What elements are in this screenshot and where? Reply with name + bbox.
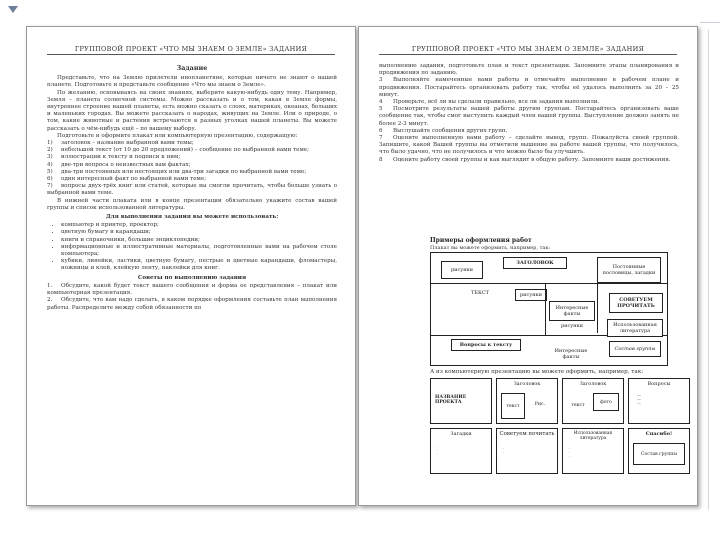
list-item: • книги и справочники, большие энциклопедии; bbox=[61, 237, 337, 244]
slide bbox=[562, 378, 624, 424]
questions-box: Вопросы к тексту bbox=[451, 339, 521, 351]
slide-photo: фото bbox=[593, 393, 619, 411]
steps-intro: выполнению задания, подготовьте план и текст презентации. Запомните этапы планирования и продвижения по заданию. bbox=[379, 63, 679, 77]
pictures-box-3: рисунки bbox=[555, 321, 589, 331]
list-item: 1. Обсудите, какой будет текст вашего сообщения и форма ее представления – плакат или компьютерная презентация. bbox=[47, 282, 337, 297]
right-page-header: ГРУППОВОЙ ПРОЕКТ «ЧТО МЫ ЗНАЕМ О ЗЕМЛЕ» ЗАДАНИЯ bbox=[379, 45, 677, 55]
left-page-content bbox=[47, 63, 337, 495]
slide-picture: Рис. bbox=[534, 401, 546, 407]
placeholder-lines: · · · bbox=[437, 444, 439, 457]
left-page-header: ГРУППОВОЙ ПРОЕКТ «ЧТО МЫ ЗНАЕМ О ЗЕМЛЕ» ЗАДАНИЯ bbox=[47, 45, 335, 55]
slide bbox=[496, 378, 558, 424]
slide bbox=[430, 378, 492, 424]
task-paragraph-1: Представьте, что на Землю прилетели инопланетяне, которые ничего не знают о нашей планете. Подготовьте и представьте сообщение «Что мы знаем о Земле». bbox=[47, 75, 337, 89]
slide-title: Загадки bbox=[450, 431, 472, 437]
list-item: 6) один интересный факт по выбранной вами теме; bbox=[47, 176, 207, 183]
list-item: 4) две-три вопроса о неизвестных вам фактах; bbox=[47, 161, 191, 168]
steps-list bbox=[379, 77, 679, 163]
slide bbox=[496, 428, 558, 474]
slides-row-1 bbox=[430, 378, 688, 422]
slide-title: Вопросы bbox=[647, 381, 671, 387]
placeholder-lines: · · bbox=[503, 446, 505, 455]
slide-title: Советуем почитать bbox=[499, 431, 555, 437]
constants-box: Постоянные пословицы, загадки bbox=[597, 257, 661, 283]
divider bbox=[545, 283, 546, 335]
tips-heading: Советы по выполнению задания bbox=[137, 274, 247, 281]
task-paragraph-4: В нижней части плаката или в конце презентации обязательно укажите состав вашей группы и список использованной литературы. bbox=[47, 197, 337, 211]
pictures-box-1: рисунки bbox=[441, 261, 483, 279]
divider bbox=[431, 283, 667, 284]
examples-title: Примеры оформления работ bbox=[430, 237, 532, 244]
divider bbox=[597, 283, 598, 333]
list-item: • кубики, линейки, ластики, цветную бумагу, пестрые и цветные карандаши, фломастеры, ножницы и клей, клейкую ленту, наклейки для книг. bbox=[61, 258, 337, 272]
task-paragraph-3: Подготовьте и оформите плакат или компьютерную презентацию, содержащую: bbox=[57, 132, 298, 139]
list-item: 5) два-три постоянных или нестоящих или два-три загадки по выбранной вами теме; bbox=[47, 168, 307, 175]
list-item: • компьютер и принтер, проектор; bbox=[61, 222, 337, 229]
placeholder-lines: · · · bbox=[569, 446, 571, 459]
slide-group: Состав группы bbox=[633, 443, 685, 465]
list-item: 8 Оцените работу своей группы и как выглядит в общую работу. Запомните ваши достижения. bbox=[379, 156, 671, 163]
tools-heading: Для выполнения задания вы можете использовать: bbox=[105, 214, 279, 221]
list-item: 2) небольшой текст (от 10 до 20 предложений) – сообщение по выбранной вами теме; bbox=[47, 147, 309, 154]
poster-diagram bbox=[430, 252, 668, 366]
slide bbox=[562, 428, 624, 474]
heading-box: ЗАГОЛОВОК bbox=[503, 257, 567, 269]
slides-row-2 bbox=[430, 428, 688, 472]
right-rail bbox=[708, 30, 717, 510]
list-item: 6 Выслушайте сообщения других групп. bbox=[379, 127, 508, 134]
tips-list bbox=[47, 283, 337, 312]
requirements-list bbox=[47, 140, 337, 198]
slide bbox=[628, 428, 690, 474]
advice-box: СОВЕТУЕМ ПРОЧИТАТЬ bbox=[609, 293, 663, 313]
task-paragraph-2: По желанию, основываясь на своих знаниях, выберите какую-нибудь одну тему. Например, Земля – планета солнечной системы. Можно рассказать и о том, какая в Земле формы, внутреннее строение нашей планеты, есть можно сказать о слоях, материках, океанах, больших и маленьких городах. Вы можете рассказать о народах, живущих на Земле. Или о природе, о том, какие животные и растения встречаются в разных уголках нашей планеты. Вы можете рассказать о чём-нибудь ещё – по вашему выбору. bbox=[47, 89, 337, 132]
group-box: Состав группы bbox=[609, 341, 661, 357]
list-item: 7) вопросы двух-трёх книг или статей, которые вы смогли прочитать, чтобы больше узнать о выбранной вами теме. bbox=[47, 183, 337, 197]
examples-subtitle: Плакат вы можете оформить, например, так: bbox=[430, 245, 551, 251]
list-item: 1) заголовок – название выбранной вами темы; bbox=[47, 140, 194, 147]
list-item: 2. Обсудите, что вам надо сделать, в каком порядке оформления составьте план выполнения работы. Распределите между собой обязанности по bbox=[47, 297, 337, 311]
text-box: ТЕКСТ bbox=[447, 287, 513, 299]
list-item: 3) иллюстрации к тексту и подписи к ним; bbox=[47, 154, 181, 161]
right-page-content bbox=[379, 63, 679, 205]
slide-title: Заголовок bbox=[579, 381, 607, 387]
list-item: • информационные и иллюстративные материалы, подготовленные вами на рабочем столе компьютера; bbox=[61, 244, 337, 258]
tools-list bbox=[47, 222, 337, 272]
literature-box: Использованная литература bbox=[607, 319, 663, 337]
slide-project-name: НАЗВАНИЕ ПРОЕКТА bbox=[435, 395, 467, 405]
slide-title: Спасибо! bbox=[645, 431, 673, 437]
top-rule bbox=[700, 22, 720, 23]
slide-title: Использованная литература bbox=[573, 431, 613, 441]
task-title: Задание bbox=[176, 64, 208, 72]
corner-arrow-icon bbox=[8, 6, 18, 13]
left-page bbox=[26, 26, 356, 506]
list-item: 4 Проверьте, всё ли вы сделали правильно, все ли задания выполнили. bbox=[379, 99, 600, 106]
slide bbox=[628, 378, 690, 424]
facts-box: Интересные факты bbox=[549, 301, 595, 321]
slide-text: текст bbox=[501, 393, 525, 419]
placeholder-lines: — — — bbox=[637, 392, 641, 405]
slide-title: Заголовок bbox=[513, 381, 541, 387]
slide bbox=[430, 428, 492, 474]
list-item: 3 Выполняйте намеченные вами работы и отмечайте выполнение в рабочем плане и продвижения. Постарайтесь организовать работу так, чтобы её удалось выполнить за 20 – 25 минут. bbox=[379, 77, 679, 98]
list-item: 7 Оцените выполненную вами работу – сделайте вывод, групп. Пожалуйста своей группой. Запишите, какой Вашей группы вы отметили вышение на работе вашей группы, что получилось, что было удачно, что не получилось и что можно было бы улучшить. bbox=[379, 135, 679, 156]
presentation-caption: А из компьютерную презентацию вы можете оформить, например, так: bbox=[430, 369, 644, 375]
list-item: • цветную бумагу и карандаши; bbox=[61, 229, 337, 236]
list-item: 5 Посмотрите результаты вашей работы другим группам. Постарайтесь организовать ваше сообщение так, чтобы смог выступить каждый член вашей группы. Выступление должно занять не более 2-3 минут. bbox=[379, 106, 679, 127]
facts-box-2: Интересные факты bbox=[549, 347, 593, 361]
pictures-box-2: рисунки bbox=[515, 289, 547, 301]
slide-text: текст bbox=[571, 402, 585, 408]
